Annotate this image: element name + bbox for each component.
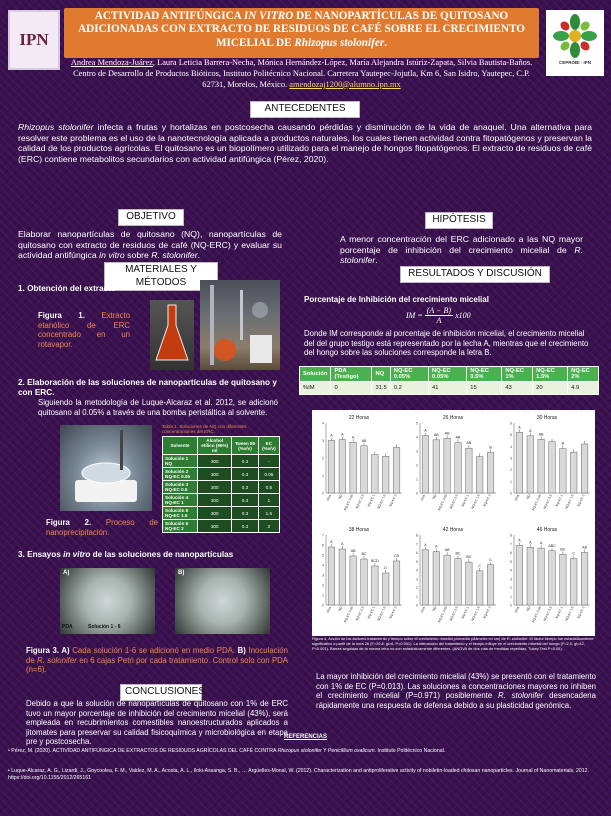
growth-chart-panel <box>312 411 406 523</box>
y-tick-label: 6 <box>416 551 418 555</box>
table1-caption: Tabla 1. Soluciones de NQ con diferentes concentraciones del ERC. <box>162 424 247 434</box>
table-cell: Solución 2 NQ-EC 0.05 <box>163 468 198 481</box>
growth-chart-panel <box>500 411 594 523</box>
y-tick-label: 2 <box>510 468 512 473</box>
formula-numerator: (A − B) <box>426 306 452 315</box>
ceprobi-leaf-icon <box>553 14 597 58</box>
discussion-text: La mayor inhibición del crecimiento micelial (43%) se presentó con el tratamiento con 1% de EC (P=0.013). Las soluciones a concentraciones mayores no inhiben el crecimiento micelial (P=0.971) posiblemente R. stolonifer desencadena rápidamente una respuesta de defensa debido a su plasticidad genómica. <box>316 672 596 710</box>
nanoprecipitation-photo <box>60 425 152 511</box>
objetivo-text: Elaborar nanopartículas de quitosano (NQ), nanopartículas de quitosano con extracto de residuos de café (NQ-ERC) y evaluar su actividad antifúngica in vitro sobre R. stolonifer. <box>18 229 282 261</box>
y-tick-label: 6 <box>510 551 512 555</box>
x-tick-label: NQ <box>431 605 438 612</box>
table-cell: 300 <box>198 494 232 507</box>
x-tick-label: NQ-EC 0.5 <box>542 493 553 510</box>
significance-letter: A <box>330 540 333 544</box>
chart-bar <box>455 559 462 605</box>
step2-text: Siguiendo la metodología de Luque-Alcaraz et al. 2012, se adicionó quitosano al 0.05% a través de una bomba peristáltica al solvente. <box>38 398 278 417</box>
inoculation-photo <box>175 568 270 634</box>
inhibition-formula: IM = $\frac{(A - B)}{A}$ x100 <box>406 306 471 325</box>
table-cell: 0 <box>331 382 372 395</box>
y-tick-label: 0 <box>416 603 418 608</box>
x-tick-label: NQ-EC 1 <box>366 605 376 620</box>
chart-bar <box>476 457 483 493</box>
significance-letter: AB <box>466 441 472 446</box>
table-cell: Solución 1 NQ <box>163 455 198 468</box>
inhibition-table <box>299 366 599 395</box>
chart-title: 30 Horas <box>536 415 558 421</box>
figure1-caption: Figura 1. Extracto etanólico de ERC concentrado en un rotavapor. <box>38 311 131 349</box>
y-tick-label: 2 <box>510 586 512 590</box>
table-cell: 43 <box>502 382 533 395</box>
conclusiones-text: Debido a que la solución de nanopartículas de quitosano con 1% de ERC tuvo un mayor porcentaje de inhibición del crecimiento micelial (43%), será empleada en recubrimientos comestibles nanoestructurados aplicados a jitomates para preservar su calidad fisicoquímica y microbiológica en etapa pre y postcosecha. <box>26 699 288 746</box>
significance-letter: A <box>424 428 427 433</box>
significance-letter: C <box>478 563 482 568</box>
reference-1: • Pérez, M. (2020). ACTIVIDAD ANTIFÚNGICA DE EXTRACTOS DE RESIDUOS AGRÍCOLAS DEL CAFÉ CONTRA Rhizopus stolonifer Y Penicillium oxalicum. Instituto Politécnico Nacional. <box>8 748 446 754</box>
significance-letter: B <box>489 445 492 450</box>
x-tick-label: NQ-EC 0.5 <box>542 605 553 622</box>
inhibition-col-header: NQ <box>372 367 390 382</box>
table-row <box>163 494 280 507</box>
chart-bar <box>466 448 473 493</box>
x-tick-label: NQ-EC 0.05 <box>343 605 355 624</box>
x-tick-label: NQ <box>337 605 344 612</box>
significance-letter: A <box>341 432 344 437</box>
y-tick-label: 5 <box>322 553 324 558</box>
y-tick-label: 5 <box>510 559 512 564</box>
significance-letter: A <box>529 428 532 433</box>
resultados-title: RESULTADOS Y DISCUSIÓN <box>400 266 550 283</box>
x-tick-label: NQ <box>525 493 532 500</box>
y-tick-label: 0 <box>322 603 324 608</box>
chart-bar <box>382 573 389 605</box>
table-cell: 300 <box>198 455 232 468</box>
authors: Andrea Mendoza-Juárez, Laura Leticia Barrera-Necha, Mónica Hernández-López, María Alejandra Istúriz-Zapata, Silvia Bautista-Baños. Centro de Desarrollo de Productos Bióticos, Instituto Politécnico Nacional. Carretera Yautepec-Jojutla, Km 6, San Isidro, Yautepec, C.P. 62731, Morelos, México. amendozaj1200@alumno.ipn.mx <box>70 58 533 89</box>
y-tick-label: 5 <box>416 559 418 564</box>
reference-2: • Luque-Alcaraz, A. G., Lizardi, J., Goycoolea, F. M., Valdez, M. A., Acosta, A. L., Iloki-Assanga, S. B., … Argüelles-Monal, W. (2012). Characterization and antiproliferative activity of nobiletin-loaded chitosan nanoparticles. Journal of Nanomaterials, 2012. https://doi.org/10.1155/2012/265161 <box>8 768 589 781</box>
table-cell: 0.3 <box>232 520 258 533</box>
significance-letter: AB <box>361 438 367 443</box>
antecedentes-text: Rhizopus stolonifer infecta a frutas y hortalizas en postcosecha causando pérdidas y disminución de la vida de anaquel. Una alternativa para resolver este problema es el uso de la nanotecnología aplicada a productos naturales, los cuales tienen actividad contra fitopatógenos y preservan la calidad de los productos agrícolas. El quitosano es un biopolímero utilizado para el manejo de hongos fitopatógenos. El extracto de residuos de café (ERC) contiene metabolitos secundarios con actividad antifúngica (Pérez, 2020). <box>18 122 592 165</box>
chart-bar <box>527 436 534 493</box>
table-cell: 1 <box>258 494 279 507</box>
y-tick-label: 4 <box>322 421 324 426</box>
chart-bar <box>393 561 400 605</box>
table-cell: 1.5 <box>258 507 279 520</box>
table-cell: 300 <box>198 507 232 520</box>
x-tick-label: NQ <box>525 605 532 612</box>
table-cell: 41 <box>429 382 467 395</box>
chart-bar <box>581 553 588 606</box>
y-tick-label: 1 <box>322 593 324 598</box>
photo-label-solution: Solución 1 - 6 <box>88 624 121 630</box>
significance-letter: A <box>351 435 355 440</box>
chart-bar <box>433 552 440 605</box>
significance-letter: BC <box>455 551 461 556</box>
figure4-caption: Figura 4. Acción de los factores tratamiento y tiempo sobre el crecimiento micelial promedio (diámetro en cm) de R. stolonifer. El factor tiempo fue estadísticamente significativo a partir de la hora 26 (F=20.8, gl=6, P<0.001). La interacción del tratamiento y el tiempo influye en el crecimiento micelial del hongo (F=2.5, gl=42, P<0.001). Barras seguidas de la misma letra no son estadísticamente diferentes. (ANOVA de dos vías de medidas repetidas, Tukey Test P<0.05). <box>312 636 594 651</box>
y-tick-label: 0 <box>510 491 512 496</box>
y-tick-label: 1 <box>416 594 418 599</box>
chart-bar <box>433 440 440 493</box>
chart-bar <box>382 456 389 493</box>
table-cell: 0.3 <box>232 494 258 507</box>
chart-title: 22 Horas <box>348 415 370 421</box>
chart-bar <box>361 446 368 493</box>
y-tick-label: 1 <box>510 479 512 484</box>
table-cell: - <box>258 455 279 468</box>
significance-letter: D <box>384 566 388 570</box>
chart-bar <box>422 550 429 605</box>
ipn-logo <box>8 10 60 70</box>
table-cell: 300 <box>198 468 232 481</box>
table-row <box>163 481 280 494</box>
chart-bar <box>570 452 577 493</box>
chart-title: 42 Horas <box>442 527 464 533</box>
table-row <box>163 468 280 481</box>
inhibition-col-header: NQ-EC 2% <box>568 367 599 382</box>
significance-letter: BC <box>361 552 367 556</box>
y-tick-label: 1 <box>416 477 418 482</box>
significance-letter: AB <box>444 431 450 436</box>
x-tick-label: NQ-EC 1 <box>460 605 470 620</box>
y-tick-label: 0 <box>322 491 324 496</box>
step1-heading: 1. Obtención del extracto <box>18 284 116 293</box>
significance-letter: BC <box>466 555 472 560</box>
chart-bar <box>455 443 462 493</box>
solutions-table-header <box>163 437 280 455</box>
chart-bar <box>361 559 368 605</box>
stirrer-illustration <box>60 425 152 511</box>
x-tick-label: NQ-EC 2 <box>482 605 492 620</box>
significance-letter: AB <box>444 548 450 553</box>
table-cell: 2 <box>258 520 279 533</box>
y-tick-label: 3 <box>510 456 512 461</box>
significance-letter: A <box>330 433 333 438</box>
flask-icon <box>150 300 194 370</box>
x-tick-label: NQ-EC 1.5 <box>564 605 575 622</box>
significance-letter: A <box>518 425 521 430</box>
rotavapor-photo <box>200 280 280 370</box>
x-tick-label: NQ <box>337 493 344 500</box>
y-tick-label: 2 <box>322 583 324 588</box>
chart-bar <box>339 549 346 605</box>
y-tick-label: 3 <box>416 577 418 582</box>
y-tick-label: 5 <box>416 421 418 426</box>
y-tick-label: 5 <box>510 433 512 438</box>
hipotesis-text: A menor concentración del ERC adicionado a las NQ mayor porcentaje de inhibición del crecimiento micelial de R. stolonifer. <box>340 234 583 266</box>
table-row <box>163 455 280 468</box>
x-tick-label: NQ-EC 2 <box>388 605 398 620</box>
chart-bar <box>339 440 346 493</box>
chart-bar <box>549 551 556 605</box>
x-tick-label: NQ-EC 2 <box>388 493 398 508</box>
y-tick-label: 1 <box>322 474 324 478</box>
y-tick-label: 0 <box>510 603 512 608</box>
significance-letter: AB <box>538 432 544 437</box>
author-email-link[interactable]: amendozaj1200@alumno.ipn.mx <box>289 79 401 89</box>
x-tick-label: NQ-EC 0.05 <box>437 493 449 512</box>
x-tick-label: PDA <box>325 605 333 614</box>
inhibition-table-header <box>300 367 599 382</box>
growth-chart-panel <box>406 523 500 635</box>
ceprobi-caption: CEPROBI · IPN <box>558 60 591 65</box>
significance-letter: B <box>561 441 565 446</box>
growth-charts-grid <box>312 410 595 636</box>
photo-label-a: A) <box>63 570 70 576</box>
chart-bar <box>516 546 523 606</box>
solutions-col-header: Solvente <box>163 437 198 455</box>
step2-heading: 2. Elaboración de las soluciones de nanopartículas de quitosano y con ERC. <box>18 378 277 397</box>
x-tick-label: NQ-EC 2 <box>576 493 586 508</box>
significance-letter: AB <box>455 435 461 440</box>
photo-label-b: B) <box>178 570 185 576</box>
ceprobi-logo <box>546 10 604 76</box>
inhibition-col-header: NQ-EC 0.5% <box>467 367 502 382</box>
chart-bar <box>560 449 567 493</box>
significance-letter: AB <box>433 432 439 437</box>
solutions-col-header: Tween 80 (%v/v) <box>232 437 258 455</box>
extract-flask-photo <box>150 300 194 370</box>
significance-letter: BCD <box>371 559 379 563</box>
x-tick-label: NQ-EC 1.5 <box>564 493 575 510</box>
y-tick-label: 2 <box>416 586 418 590</box>
y-tick-label: 3 <box>322 439 324 443</box>
solutions-col-header: EC (%v/v) <box>258 437 279 455</box>
x-tick-label: NQ-EC 2 <box>576 605 586 620</box>
significance-letter: A <box>529 540 532 545</box>
growth-chart-panel <box>312 523 406 635</box>
x-tick-label: NQ-EC 0.5 <box>354 605 365 622</box>
table-cell: 15 <box>467 382 502 395</box>
table-cell: 0.5 <box>258 481 279 494</box>
solutions-table-block <box>162 424 280 533</box>
growth-charts-figure <box>312 410 595 636</box>
x-tick-label: NQ-EC 0.5 <box>448 605 459 622</box>
chart-bar <box>444 438 451 493</box>
pda-plates-photo <box>60 568 155 634</box>
chart-bar <box>476 571 483 605</box>
resultados-subtitle: Porcentaje de Inhibición del crecimiento micelial <box>304 295 489 304</box>
x-tick-label: NQ-EC 1 <box>554 605 564 620</box>
y-tick-label: 0 <box>416 491 418 496</box>
table-cell: 0.05 <box>258 468 279 481</box>
x-tick-label: NQ-EC 1.5 <box>376 605 387 622</box>
rotavapor-illustration <box>200 280 280 370</box>
table-cell: 0.3 <box>232 481 258 494</box>
table-cell: Solución 4 NQ-EC 1 <box>163 494 198 507</box>
table-cell: Solución 5 NQ-EC 1.5 <box>163 507 198 520</box>
y-tick-label: 4 <box>322 563 324 568</box>
significance-letter: A <box>539 541 543 546</box>
table-cell: 0.3 <box>232 468 258 481</box>
inhibition-col-header: NQ-EC 0.05% <box>390 367 428 382</box>
inhibition-col-header: NQ-EC 0.05% <box>429 367 467 382</box>
step3-heading: 3. Ensayos in vitro de las soluciones de nanopartículas <box>18 550 234 559</box>
y-tick-label: 4 <box>510 444 512 449</box>
y-tick-label: 1 <box>510 594 512 599</box>
inhibition-col-header: NQ-EC 1% <box>502 367 533 382</box>
table-row <box>163 507 280 520</box>
chart-bar <box>581 444 588 493</box>
significance-letter: C <box>489 557 492 562</box>
chart-bar <box>350 442 357 493</box>
table-cell: 20 <box>533 382 568 395</box>
significance-letter: AB <box>582 545 587 550</box>
table-cell: 300 <box>198 520 232 533</box>
x-tick-label: NQ-EC 1.5 <box>470 605 481 622</box>
significance-letter: AB <box>350 549 356 553</box>
table-row <box>300 382 599 395</box>
chart-bar <box>527 547 534 605</box>
y-tick-label: 7 <box>322 533 324 538</box>
table-cell: Solución 6 NQ-EC 2 <box>163 520 198 533</box>
x-tick-label: NQ-EC 1.5 <box>376 493 387 510</box>
y-tick-label: 2 <box>416 463 418 468</box>
x-tick-label: NQ-EC 0.05 <box>531 605 543 624</box>
chart-bar <box>444 555 451 605</box>
x-tick-label: PDA <box>419 605 427 614</box>
table-cell: 31.5 <box>372 382 390 395</box>
x-tick-label: PDA <box>419 493 427 502</box>
significance-letter: C <box>572 551 576 556</box>
formula-denominator: A <box>436 316 442 325</box>
table-row <box>163 520 280 533</box>
significance-letter: CD <box>393 554 400 558</box>
figure3-caption: Figura 3. A) Cada solución 1-6 se adicionó en medio PDA. B) Inoculación de R. solonifer en 6 cajas Petri por cada tratamiento. Control solo con PDA (n=6). <box>26 646 288 674</box>
chart-bar <box>328 441 335 494</box>
solutions-col-header: Alcohol etílico (96%) ml <box>198 437 232 455</box>
chart-bar <box>372 566 379 605</box>
x-tick-label: NQ-EC 0.5 <box>354 493 365 510</box>
chart-bar <box>549 442 556 493</box>
significance-letter: A <box>341 542 344 546</box>
x-tick-label: NQ-EC 1 <box>366 493 376 508</box>
growth-chart-panel <box>500 523 594 635</box>
inhibition-col-header: NQ-EC 1.5% <box>533 367 568 382</box>
growth-chart-panel <box>406 411 500 523</box>
significance-letter: A <box>424 542 427 547</box>
x-tick-label: PDA <box>513 493 521 502</box>
x-tick-label: NQ <box>431 493 438 500</box>
significance-letter: ABC <box>548 543 556 548</box>
x-tick-label: PDA <box>325 493 333 502</box>
y-tick-label: 4 <box>416 568 418 573</box>
y-tick-label: 7 <box>416 542 418 547</box>
solutions-table <box>162 436 280 533</box>
y-tick-label: 4 <box>416 435 418 440</box>
table-cell: Solución 3 NQ-EC 0.5 <box>163 481 198 494</box>
chart-title: 26 Horas <box>442 415 464 421</box>
y-tick-label: 8 <box>416 533 418 538</box>
y-tick-label: 6 <box>322 543 324 548</box>
table-cell: %IM <box>300 382 331 395</box>
chart-bar <box>516 432 523 493</box>
y-tick-label: 3 <box>510 577 512 582</box>
first-author: Andrea Mendoza-Juárez <box>70 58 153 67</box>
table-cell: 0.2 <box>390 382 428 395</box>
significance-letter: BC <box>560 547 566 552</box>
chart-bar <box>350 556 357 605</box>
chart-bar <box>466 562 473 605</box>
ipn-logo-text: IPN <box>19 30 49 49</box>
materiales-title: MATERIALES Y MÉTODOS <box>104 262 218 291</box>
chart-bar <box>393 448 400 494</box>
x-tick-label: NQ-EC 2 <box>482 493 492 508</box>
antecedentes-title: ANTECEDENTES <box>250 101 360 118</box>
inhibition-col-header: PDA (Testigo) <box>331 367 372 382</box>
chart-bar <box>570 559 577 605</box>
y-tick-label: 7 <box>510 542 512 547</box>
figure2-caption: Figura 2. Proceso de nanoprecipitación. <box>46 518 158 537</box>
table-cell: 0.3 <box>232 507 258 520</box>
hipotesis-title: HIPÓTESIS <box>425 212 493 229</box>
chart-title: 38 Horas <box>348 527 370 533</box>
conclusiones-title: CONCLUSIONES <box>120 684 202 701</box>
chart-bar <box>538 439 545 493</box>
chart-title: 46 Horas <box>536 527 558 533</box>
x-tick-label: NQ-EC 1.5 <box>470 493 481 510</box>
x-tick-label: NQ-EC 0.05 <box>343 493 355 512</box>
chart-bar <box>372 455 379 494</box>
x-tick-label: NQ-EC 0.05 <box>531 493 543 512</box>
y-tick-label: 2 <box>322 456 324 461</box>
y-tick-label: 8 <box>510 533 512 538</box>
photo-label-pda: PDA <box>62 624 73 630</box>
y-tick-label: 3 <box>416 449 418 454</box>
table-cell: 4.9 <box>568 382 599 395</box>
x-tick-label: NQ-EC 0.5 <box>448 493 459 510</box>
referencias-title: REFERENCIAS <box>283 734 327 740</box>
chart-bar <box>487 452 494 493</box>
poster-title: ACTIVIDAD ANTIFÚNGICA IN VITRO DE NANOPARTÍCULAS DE QUITOSANO ADICIONADAS CON EXTRACTO DE RESIDUOS DE CAFÉ SOBRE EL CRECIMIENTO MICELIAL DE Rhizopus stolonifer. <box>64 8 539 58</box>
objetivo-title: OBJETIVO <box>118 209 184 226</box>
x-tick-label: NQ-EC 0.05 <box>437 605 449 624</box>
formula-description: Donde IM corresponde al porcentaje de inhibición micelial, el crecimiento micelial del del grupo testigo está representado por la lecha A, mientras que el crecimiento del hongo sobre las soluciones corresponde la letra B. <box>304 329 589 357</box>
table-cell: 300 <box>198 481 232 494</box>
table-cell: 0.3 <box>232 455 258 468</box>
y-tick-label: 3 <box>322 573 324 578</box>
chart-bar <box>328 547 335 605</box>
significance-letter: A <box>518 538 521 543</box>
chart-bar <box>560 554 567 605</box>
y-tick-label: 4 <box>510 568 512 573</box>
x-tick-label: NQ-EC 1 <box>460 493 470 508</box>
x-tick-label: PDA <box>513 605 521 614</box>
chart-bar <box>538 548 545 605</box>
y-tick-label: 6 <box>510 421 512 426</box>
x-tick-label: NQ-EC 1 <box>554 493 564 508</box>
significance-letter: A <box>435 544 438 549</box>
chart-bar <box>422 436 429 493</box>
inhibition-col-header: Solución <box>300 367 331 382</box>
chart-bar <box>487 565 494 605</box>
